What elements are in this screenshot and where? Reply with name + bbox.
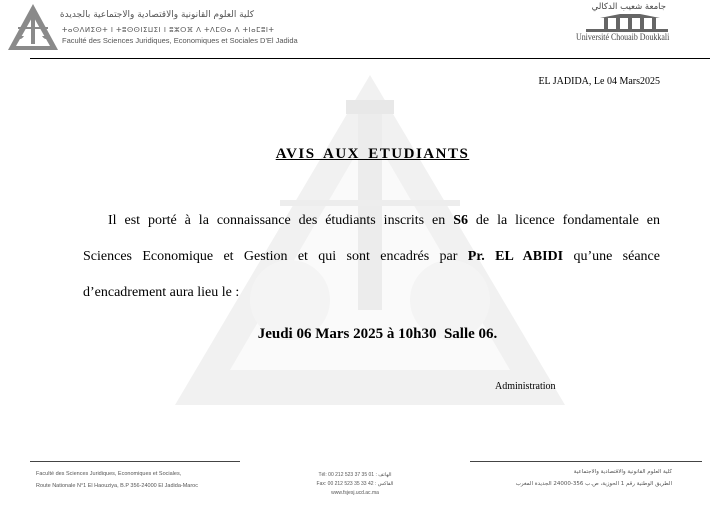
signature: Administration	[495, 381, 556, 392]
faculty-name-tifinagh: ⵜⴰⵙⴷⵍⵉⵙⵜ ⵏ ⵜⵓⵙⵙⵏⵉⵡⵉⵏ ⵏ ⵓⵣⵔⴼ ⴷ ⵜⴷⵎⵙⴰ ⴷ ⵜⵏⴰⵎⵓⵏⵜ	[62, 26, 275, 34]
university-name-french: Université Chouaib Doukkali	[576, 32, 670, 42]
body-line-3: d’encadrement aura lieu le :	[83, 285, 240, 300]
semester-label: S6	[453, 213, 468, 228]
footer-address-french: Faculté des Sciences Juridiques, Economiques et Sociales, Route Nationale N°1 El Haouziya, B.P 356-24000 El Jadida-Maroc	[36, 471, 198, 489]
professor-name: Pr. EL ABIDI	[467, 249, 564, 264]
faculty-logo-icon	[6, 2, 60, 52]
page-title: AVIS AUX ETUDIANTS	[275, 146, 470, 162]
university-logo-icon	[586, 14, 668, 32]
body-line-2: Sciences Economique et Gestion et qui sont encadrés par Pr. EL ABIDI qu’une séance	[83, 249, 660, 264]
faculty-name-french: Faculté des Sciences Juridiques, Economiques et Sociales D'El Jadida	[62, 36, 298, 45]
date-line: EL JADIDA, Le 04 Mars2025	[538, 76, 660, 87]
faculty-name-arabic: كلية العلوم القانونية والاقتصادية والاجتماعية بالجديدة	[59, 10, 254, 20]
footer-contact: Tél: 00 212 523 37 35 01 : الهاتف Fax: 00 212 523 35 33 42 : الفاكس www.fsjesj.ucd.ac.ma	[300, 471, 410, 498]
header-divider	[30, 58, 710, 59]
session-details: Jeudi 06 Mars 2025 à 10h30 Salle 06.	[257, 326, 498, 342]
website-link[interactable]: www.fsjesj.ucd.ac.ma	[331, 490, 379, 496]
footer-divider-right	[470, 461, 702, 462]
body-line-1: Il est porté à la connaissance des étudiants inscrits en S6 de la licence fondamentale en	[108, 213, 660, 228]
university-name-arabic: جامعة شعيب الدكالي	[591, 2, 666, 12]
footer-divider-left	[30, 461, 240, 462]
watermark-emblem	[170, 70, 570, 410]
university-header	[576, 0, 676, 50]
faculty-header	[6, 2, 298, 52]
footer-address-arabic: كلية العلوم القانونية والاقتصادية والاجتماعية الطريق الوطنية رقم 1 الحوزية، ص.ب 356-24000 الجديدة المغرب	[515, 469, 672, 487]
